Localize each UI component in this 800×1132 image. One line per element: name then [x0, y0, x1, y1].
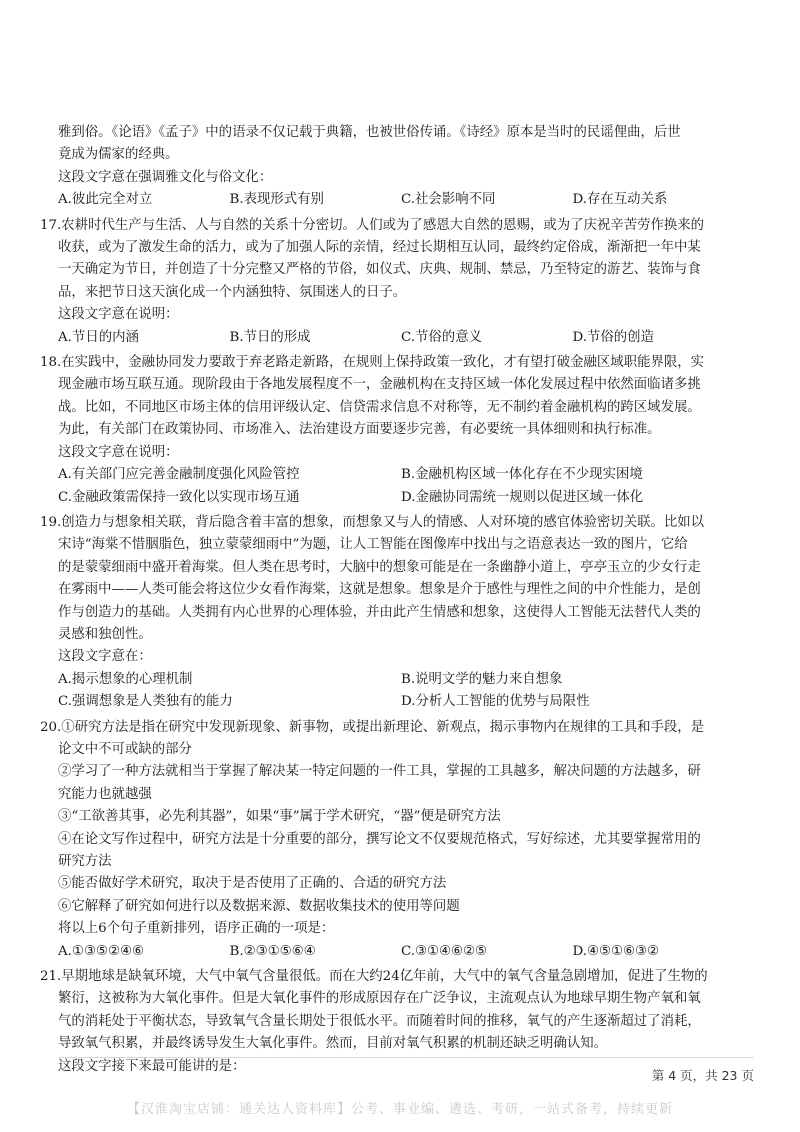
sentence-line: ⑤能否做好学术研究，取决于是否使用了正确的、合适的研究方法 — [58, 876, 447, 892]
option-c[interactable]: C.③①④⑥②⑤ — [401, 943, 488, 959]
passage-line: 19.创造力与想象相关联，背后隐含着丰富的想象，而想象又与人的情感、人对环境的感官体验密切关联。比如以 — [40, 514, 705, 530]
question-17 — [40, 215, 744, 349]
question-stem: 这段文字接下来最可能讲的是： — [58, 1058, 246, 1074]
watermark: 【汉淮淘宝店铺：通关达人资料库】公考、事业编、遴选、考研，一站式备考，持续更新 — [126, 1102, 673, 1117]
sentence-line: 20.①研究方法是指在研究中发现新现象、新事物，或提出新理论、新观点，揭示事物内在规律的工具和手段，是 — [40, 719, 705, 735]
sentence-line: 究能力也就越强 — [58, 786, 152, 802]
option-d[interactable]: D.存在互动关系 — [572, 192, 668, 208]
passage-line: 18.在实践中，金融协同发力要敢于弃老路走新路，在规则上保持政策一致化，才有望打破金融区域职能界限，实 — [40, 355, 705, 371]
question-19 — [40, 512, 744, 714]
question-stem: 这段文字意在说明： — [58, 307, 179, 323]
sentence-line: 论文中不可或缺的部分 — [58, 741, 192, 757]
passage-line: 雅到俗。《论语》《孟子》中的语录不仅记载于典籍，也被世俗传诵。《诗经》原本是当时的民谣俚曲，后世 — [58, 125, 681, 140]
option-a[interactable]: A.揭示想象的心理机制 — [58, 671, 193, 687]
question-stem: 这段文字意在： — [58, 649, 152, 665]
passage-line: 收获，或为了激发生命的活力，或为了加强人际的亲情，经过长期相互认同，最终约定俗成，渐渐把一年中某 — [58, 240, 701, 256]
passage-line: 品，来把节日这天演化成一个内涵独特、氛围迷人的日子。 — [58, 284, 407, 300]
option-a[interactable]: A.有关部门应完善金融制度强化风险管控 — [58, 467, 300, 483]
page-number: 第 4 页，共 23 页 — [651, 1068, 754, 1083]
options-grid — [40, 464, 744, 509]
option-d[interactable]: D.金融协同需统一规则以促进区域一体化 — [401, 489, 644, 505]
option-c[interactable]: C.节俗的意义 — [401, 329, 482, 345]
passage-line: 在雾雨中——人类可能会将这位少女看作海棠，这就是想象。想象是介于感性与理性之间的中介性能力，是创 — [58, 582, 701, 598]
passage-line: 的是蒙蒙细雨中盛开着海棠。但人类在思考时，大脑中的想象可能是在一条幽静小道上，亭亭玉立的少女行走 — [58, 559, 701, 575]
options-row — [40, 941, 744, 963]
option-d[interactable]: D.分析人工智能的优势与局限性 — [401, 694, 590, 710]
sentence-line: ③“工欲善其事，必先利其器”，如果“事”属于学术研究，“器”便是研究方法 — [58, 809, 501, 825]
sentence-line: ②学习了一种方法就相当于掌握了解决某一特定问题的一件工具，掌握的工具越多，解决问题的方法越多，研 — [58, 764, 701, 780]
options-row — [58, 189, 744, 211]
passage-line: 竟成为儒家的经典。 — [58, 147, 179, 163]
option-b[interactable]: B.金融机构区域一体化存在不少现实困境 — [401, 467, 643, 483]
option-a[interactable]: A.①③⑤②④⑥ — [58, 943, 144, 959]
passage-line: 繁衍，这被称为大氧化事件。但是大氧化事件的形成原因存在广泛争议，主流观点认为地球早期生物产氧和氧 — [58, 991, 701, 1007]
option-c[interactable]: C.强调想象是人类独有的能力 — [58, 694, 233, 710]
option-c[interactable]: C.社会影响不同 — [401, 192, 496, 208]
options-grid — [40, 669, 744, 714]
passage-line: 为此，有关部门在政策协同、市场准入、法治建设方面要逐步完善，有必要统一具体细则和执行标准。 — [58, 422, 661, 438]
sentence-line: ④在论文写作过程中，研究方法是十分重要的部分，撰写论文不仅要规范格式，写好综述，尤其要掌握常用的 — [58, 831, 701, 847]
passage-line: 21.早期地球是缺氧环境，大气中氧气含量很低。而在大约24亿年前，大气中的氧气含量急剧增加，促进了生物的 — [40, 969, 708, 985]
sentence-line: 研究方法 — [58, 854, 112, 869]
passage-line: 17.农耕时代生产与生活、人与自然的关系十分密切。人们或为了感恩大自然的恩赐，或为了庆祝辛苦劳作换来的 — [40, 217, 705, 233]
option-d[interactable]: D.④⑤①⑥③② — [572, 943, 660, 959]
option-a[interactable]: A.彼此完全对立 — [58, 192, 153, 208]
option-b[interactable]: B.说明文学的魅力来自想象 — [401, 671, 563, 687]
question-stem: 这段文字意在说明： — [58, 444, 179, 460]
question-21 — [40, 966, 744, 1078]
passage-line: 导致氧气积累，并最终诱导发生大氧化事件。然而，目前对氧气积累的机制还缺乏明确认知。 — [58, 1036, 608, 1052]
passage-line: 作与创造力的基础。人类拥有内心世界的心理体验，并由此产生情感和想象，这使得人工智能无法替代人类的 — [58, 604, 701, 620]
passage-line: 宋诗“海棠不惜胭脂色，独立蒙蒙细雨中”为题，让人工智能在图像库中找出与之语意表达一致的图片，它给 — [58, 537, 688, 553]
question-18 — [40, 352, 744, 509]
option-b[interactable]: B.表现形式有别 — [229, 192, 324, 208]
passage-line: 灵感和独创性。 — [58, 626, 152, 642]
question-stem: 这段文字意在强调雅文化与俗文化： — [58, 169, 273, 185]
passage-line: 气的消耗处于平衡状态，导致氧气含量长期处于很低水平。而随着时间的推移，氧气的产生逐渐超过了消耗， — [58, 1013, 701, 1029]
question-16-tail — [58, 122, 744, 212]
passage-line: 战。比如，不同地区市场主体的信用评级认定、信贷需求信息不对称等，无不制约着金融机构的跨区域发展。 — [58, 399, 701, 415]
options-row — [40, 327, 744, 349]
question-20 — [40, 717, 744, 963]
passage-line: 现金融市场互联互通。现阶段由于各地发展程度不一，金融机构在支持区域一体化发展过程中依然面临诸多挑 — [58, 377, 701, 393]
footer-divider — [58, 1057, 754, 1058]
question-stem: 将以上6个句子重新排列，语序正确的一项是： — [58, 921, 335, 937]
passage-line: 一天确定为节日，并创造了十分完整又严格的节俗，如仪式、庆典、规制、禁忌，乃至特定的游艺、装饰与食 — [58, 262, 701, 278]
option-a[interactable]: A.节日的内涵 — [58, 329, 139, 345]
option-b[interactable]: B.②③①⑤⑥④ — [229, 943, 316, 959]
option-d[interactable]: D.节俗的创造 — [572, 329, 654, 345]
page-content — [40, 122, 744, 1078]
option-c[interactable]: C.金融政策需保持一致化以实现市场互通 — [58, 489, 300, 505]
sentence-line: ⑥它解释了研究如何进行以及数据来源、数据收集技术的使用等问题 — [58, 898, 460, 914]
option-b[interactable]: B.节日的形成 — [229, 329, 311, 345]
